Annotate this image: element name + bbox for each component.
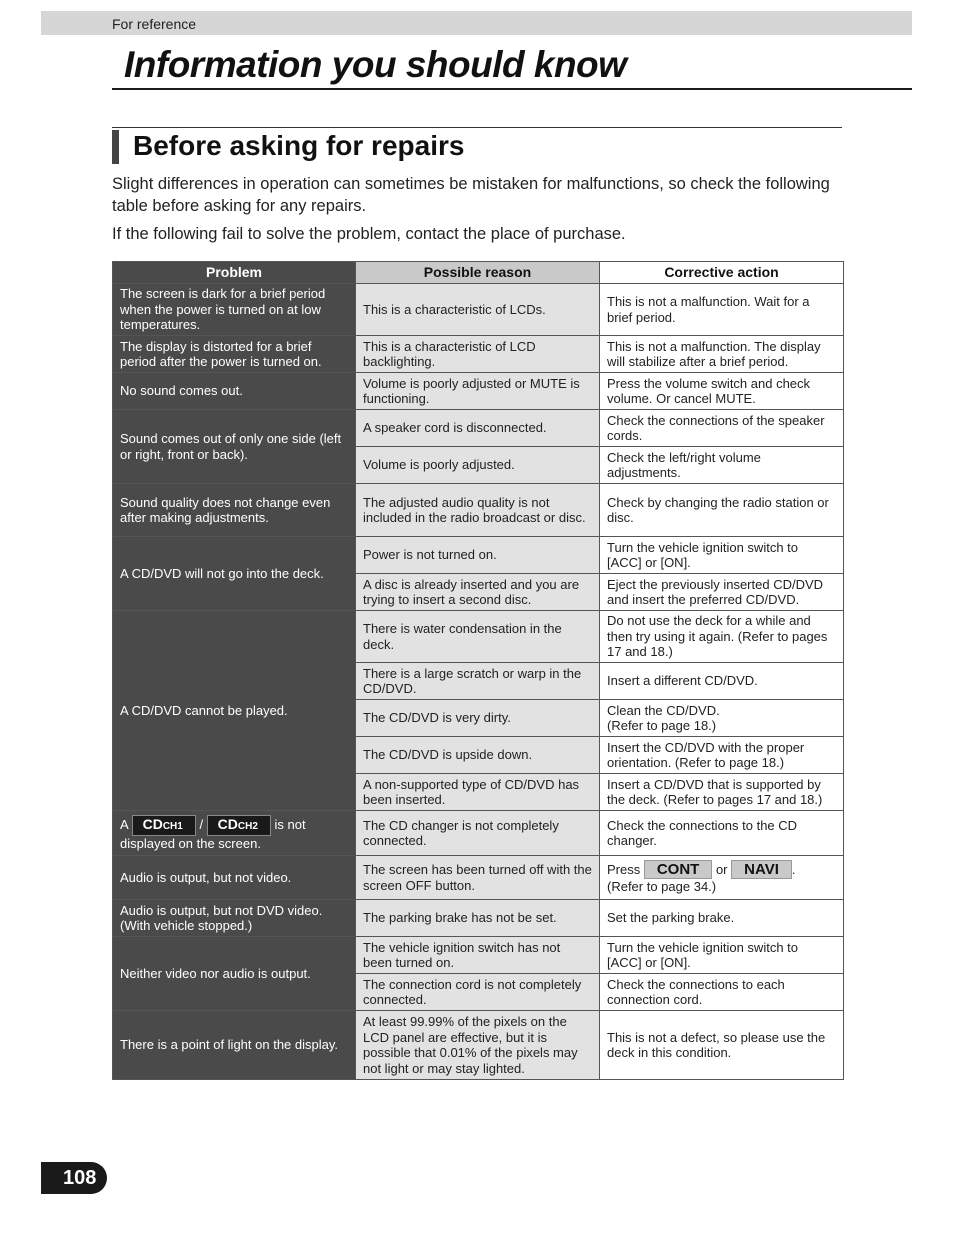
problem-cell: Sound comes out of only one side (left or right, front or back). bbox=[113, 410, 356, 484]
action-cell: This is not a malfunction. Wait for a brief period. bbox=[600, 284, 844, 336]
table-row bbox=[113, 1011, 844, 1080]
section-bar bbox=[112, 130, 119, 164]
problem-cell: No sound comes out. bbox=[113, 373, 356, 410]
action-cell: Press the volume switch and check volume. Or cancel MUTE. bbox=[600, 373, 844, 410]
problem-cell: Sound quality does not change even after making adjustments. bbox=[113, 484, 356, 537]
problem-cell: The screen is dark for a brief period when the power is turned on at low temperatures. bbox=[113, 284, 356, 336]
action-cell: Insert a CD/DVD that is supported by the deck. (Refer to pages 17 and 18.) bbox=[600, 774, 844, 811]
problem-cell bbox=[113, 811, 356, 856]
navi-button-label: NAVI bbox=[731, 860, 792, 879]
reason-cell: A disc is already inserted and you are trying to insert a second disc. bbox=[356, 574, 600, 611]
action-cell: Clean the CD/DVD. (Refer to page 18.) bbox=[600, 700, 844, 737]
reason-cell: The CD/DVD is upside down. bbox=[356, 737, 600, 774]
action-cell: This is not a defect, so please use the deck in this condition. bbox=[600, 1011, 844, 1080]
cd-ch1-indicator: CDCH1 bbox=[132, 815, 196, 836]
cd-post: is not displayed on the screen. bbox=[120, 816, 306, 851]
action-cell: Check the connections to the CD changer. bbox=[600, 811, 844, 856]
problem-cell: Neither video nor audio is output. bbox=[113, 937, 356, 1011]
intro-paragraph-2: If the following fail to solve the problem, contact the place of purchase. bbox=[112, 225, 626, 243]
reason-cell: The CD/DVD is very dirty. bbox=[356, 700, 600, 737]
cd-pre: A bbox=[120, 816, 132, 832]
reason-cell: The parking brake has not be set. bbox=[356, 900, 600, 937]
section-heading bbox=[112, 127, 842, 164]
action-cell: Insert the CD/DVD with the proper orientation. (Refer to page 18.) bbox=[600, 737, 844, 774]
reason-cell: The screen has been turned off with the screen OFF button. bbox=[356, 856, 600, 900]
page-title: Information you should know bbox=[124, 44, 627, 85]
page-number: 108 bbox=[41, 1162, 107, 1194]
table-row bbox=[113, 900, 844, 937]
reason-cell: Volume is poorly adjusted or MUTE is functioning. bbox=[356, 373, 600, 410]
main-title-block bbox=[112, 40, 912, 90]
action-cell: Check by changing the radio station or disc. bbox=[600, 484, 844, 537]
table-row bbox=[113, 537, 844, 574]
action-cell: Insert a different CD/DVD. bbox=[600, 663, 844, 700]
header-problem: Problem bbox=[113, 262, 356, 284]
troubleshooting-table bbox=[112, 261, 844, 1080]
table-header-row bbox=[113, 262, 844, 284]
table-row bbox=[113, 811, 844, 856]
reason-cell: A non-supported type of CD/DVD has been inserted. bbox=[356, 774, 600, 811]
action-cell: Do not use the deck for a while and then try using it again. (Refer to pages 17 and 18.) bbox=[600, 611, 844, 663]
section-title: Before asking for repairs bbox=[133, 130, 465, 161]
reason-cell: The adjusted audio quality is not included in the radio broadcast or disc. bbox=[356, 484, 600, 537]
cont-button-label: CONT bbox=[644, 860, 713, 879]
reason-cell: The connection cord is not completely connected. bbox=[356, 974, 600, 1011]
table-row bbox=[113, 937, 844, 974]
reason-cell: There is water condensation in the deck. bbox=[356, 611, 600, 663]
action-cell: Press CONT or NAVI . (Refer to page 34.) bbox=[600, 856, 844, 900]
table-row bbox=[113, 856, 844, 900]
action-cell: Check the left/right volume adjustments. bbox=[600, 447, 844, 484]
cd-sep: / bbox=[195, 816, 207, 832]
table-row bbox=[113, 410, 844, 447]
table-row bbox=[113, 484, 844, 537]
table-row bbox=[113, 373, 844, 410]
reason-cell: At least 99.99% of the pixels on the LCD panel are effective, but it is possible that 0.01% of the pixels may not light or may stay lighted. bbox=[356, 1011, 600, 1080]
action-cell: Eject the previously inserted CD/DVD and insert the preferred CD/DVD. bbox=[600, 574, 844, 611]
problem-cell: Audio is output, but not video. bbox=[113, 856, 356, 900]
section-label: For reference bbox=[112, 16, 197, 32]
action-cell: Check the connections to each connection cord. bbox=[600, 974, 844, 1011]
reason-cell: This is a characteristic of LCD backlighting. bbox=[356, 336, 600, 373]
intro-paragraph-1: Slight differences in operation can sometimes be mistaken for malfunctions, so check the following table before asking for any repairs. bbox=[112, 175, 830, 215]
refer-text: (Refer to page 34.) bbox=[607, 879, 717, 895]
table-row bbox=[113, 611, 844, 663]
action-cell: Turn the vehicle ignition switch to [ACC] or [ON]. bbox=[600, 937, 844, 974]
reason-cell: Volume is poorly adjusted. bbox=[356, 447, 600, 484]
top-bar bbox=[41, 11, 912, 35]
cd-ch2-indicator: CDCH2 bbox=[207, 815, 271, 836]
reason-cell: A speaker cord is disconnected. bbox=[356, 410, 600, 447]
reason-cell: The vehicle ignition switch has not been turned on. bbox=[356, 937, 600, 974]
reason-cell: Power is not turned on. bbox=[356, 537, 600, 574]
action-cell: Set the parking brake. bbox=[600, 900, 844, 937]
header-reason: Possible reason bbox=[356, 262, 600, 284]
problem-cell: A CD/DVD will not go into the deck. bbox=[113, 537, 356, 611]
reason-cell: This is a characteristic of LCDs. bbox=[356, 284, 600, 336]
header-action: Corrective action bbox=[600, 262, 844, 284]
action-cell: Turn the vehicle ignition switch to [ACC] or [ON]. bbox=[600, 537, 844, 574]
problem-cell: The display is distorted for a brief period after the power is turned on. bbox=[113, 336, 356, 373]
problem-cell: There is a point of light on the display. bbox=[113, 1011, 356, 1080]
action-cell: Check the connections of the speaker cords. bbox=[600, 410, 844, 447]
table-row bbox=[113, 336, 844, 373]
table-row bbox=[113, 284, 844, 336]
reason-cell: The CD changer is not completely connected. bbox=[356, 811, 600, 856]
problem-cell: Audio is output, but not DVD video. (With vehicle stopped.) bbox=[113, 900, 356, 937]
reason-cell: There is a large scratch or warp in the CD/DVD. bbox=[356, 663, 600, 700]
action-cell: This is not a malfunction. The display will stabilize after a brief period. bbox=[600, 336, 844, 373]
problem-cell: A CD/DVD cannot be played. bbox=[113, 611, 356, 811]
